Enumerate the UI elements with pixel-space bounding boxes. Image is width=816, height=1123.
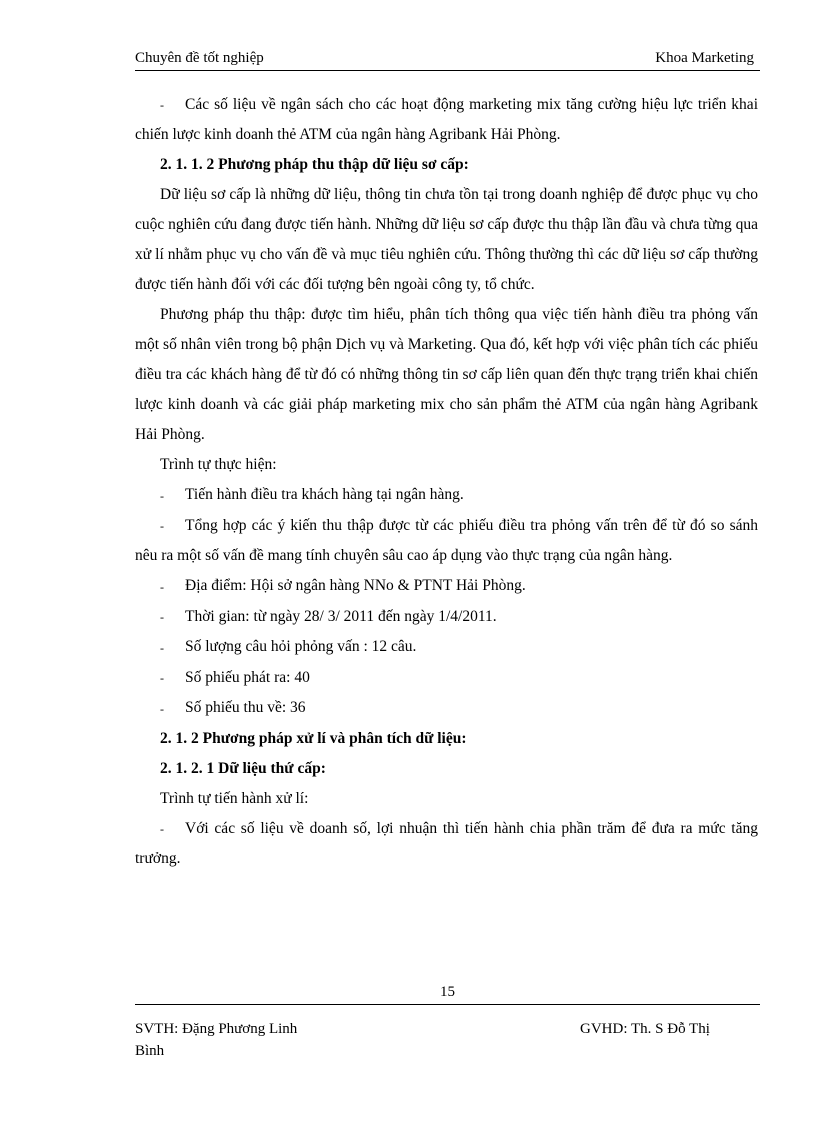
- paragraph-bullet: - Tiến hành điều tra khách hàng tại ngân hàng.: [135, 480, 758, 510]
- bullet-mark: -: [160, 98, 164, 113]
- section-heading: 2. 1. 2. 1 Dữ liệu thứ cấp:: [160, 759, 326, 777]
- bullet-mark: -: [160, 579, 164, 594]
- bullet-mark: -: [160, 610, 164, 625]
- paragraph-bullet: - Thời gian: từ ngày 28/ 3/ 2011 đến ngày 1/4/2011.: [135, 602, 758, 632]
- bullet-mark: -: [160, 488, 164, 503]
- footer-supervisor: GVHD: Th. S Đỗ Thị: [580, 1021, 710, 1037]
- bullet-mark: -: [160, 671, 164, 686]
- footer-student: SVTH: Đặng Phương Linh: [135, 1021, 298, 1037]
- paragraph: Dữ liệu sơ cấp là những dữ liệu, thông tin chưa tồn tại trong doanh nghiệp để được phục vụ cho cuộc nghiên cứu đang được tiến hành. Những dữ liệu sơ cấp được thu thập lần đầu và chưa từng qua xử lí nhằm phục vụ cho vấn đề và mục tiêu nghiên cứu. Thông thường thì các dữ liệu sơ cấp thường được tiến hành đối với các đối tượng bên ngoài công ty, tổ chức.: [135, 186, 758, 294]
- footer-divider: [135, 1004, 760, 1005]
- footer-supervisor-continued: Bình: [135, 1043, 165, 1059]
- bullet-mark: -: [160, 519, 164, 534]
- paragraph: Trình tự thực hiện:: [160, 456, 277, 474]
- paragraph-bullet: - Các số liệu về ngân sách cho các hoạt động marketing mix tăng cường hiệu lực triển khai chiến lược kinh doanh thẻ ATM của ngân hàng Agribank Hải Phòng.: [135, 90, 758, 150]
- paragraph-bullet: - Địa điểm: Hội sở ngân hàng NNo & PTNT Hải Phòng.: [135, 571, 758, 601]
- section-heading: 2. 1. 1. 2 Phương pháp thu thập dữ liệu sơ cấp:: [160, 156, 469, 174]
- bullet-mark: -: [160, 640, 164, 655]
- section-heading: 2. 1. 2 Phương pháp xử lí và phân tích dữ liệu:: [160, 729, 467, 747]
- bullet-mark: -: [160, 701, 164, 716]
- bullet-mark: -: [160, 821, 164, 836]
- paragraph-bullet: - Với các số liệu về doanh số, lợi nhuận thì tiến hành chia phần trăm để đưa ra mức tăng trưởng.: [135, 814, 758, 874]
- paragraph-bullet: - Số phiếu thu về: 36: [135, 693, 758, 723]
- page-header: [135, 50, 760, 71]
- document-body: [135, 90, 758, 874]
- header-faculty: Khoa Marketing: [655, 50, 754, 66]
- paragraph-bullet: - Số phiếu phát ra: 40: [135, 663, 758, 693]
- header-course-title: Chuyên đề tốt nghiệp: [135, 50, 264, 66]
- page-number: 15: [440, 984, 455, 1000]
- paragraph: Trình tự tiến hành xử lí:: [160, 789, 309, 807]
- paragraph-bullet: - Số lượng câu hỏi phỏng vấn : 12 câu.: [135, 632, 758, 662]
- paragraph-bullet: - Tổng hợp các ý kiến thu thập được từ các phiếu điều tra phỏng vấn trên để từ đó so sánh nêu ra một số vấn đề mang tính chuyên sâu cao áp dụng vào thực trạng của ngân hàng.: [135, 511, 758, 571]
- paragraph: Phương pháp thu thập: được tìm hiểu, phân tích thông qua việc tiến hành điều tra phỏng vấn một số nhân viên trong bộ phận Dịch vụ và Marketing. Qua đó, kết hợp với việc phân tích các phiếu điều tra các khách hàng để từ đó có những thông tin sơ cấp liên quan đến thực trạng triển khai chiến lược kinh doanh và các giải pháp marketing mix cho sản phẩm thẻ ATM của ngân hàng Agribank Hải Phòng.: [135, 306, 758, 444]
